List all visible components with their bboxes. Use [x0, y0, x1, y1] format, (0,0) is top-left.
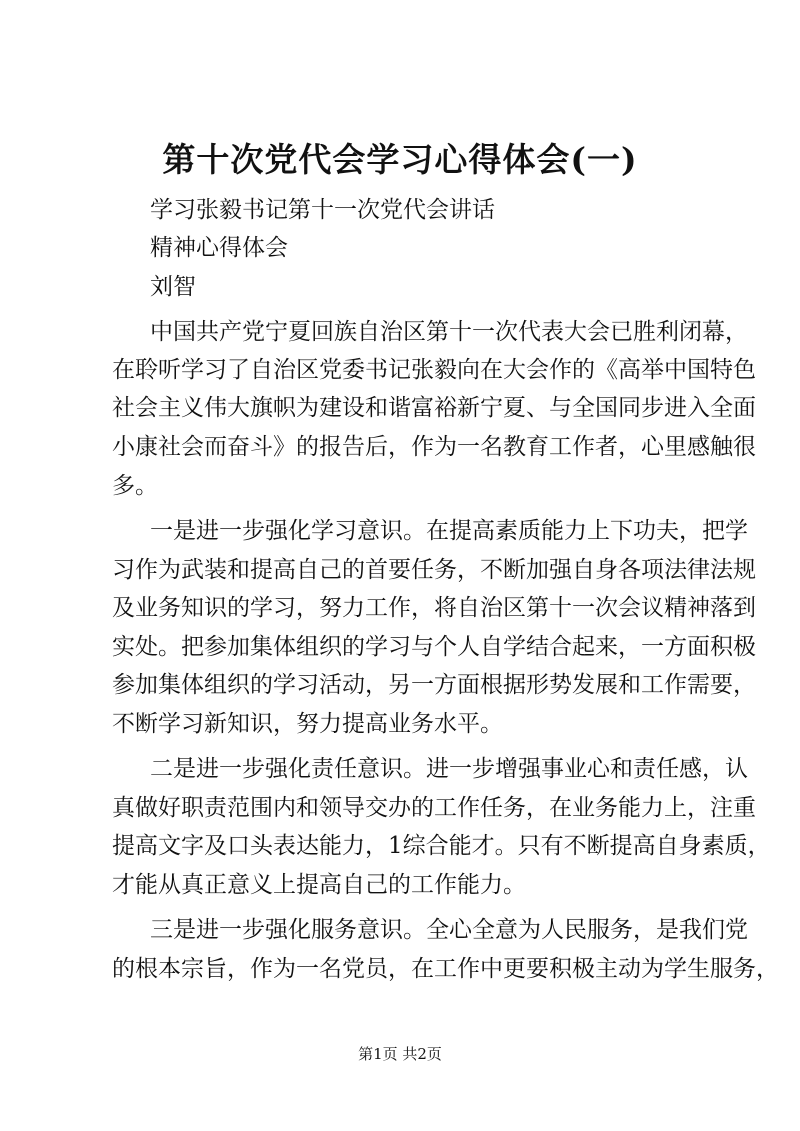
body-line: 小康社会而奋斗》的报告后，作为一名教育工作者，心里感触很 — [112, 434, 756, 460]
body-line: 三是进一步强化服务意识。全心全意为人民服务，是我们党 — [150, 917, 748, 943]
body-line: 在聆听学习了自治区党委书记张毅向在大会作的《高举中国特色 — [112, 357, 756, 383]
body-line: 习作为武装和提高自己的首要任务，不断加强自身各项法律法规 — [112, 557, 756, 583]
body-line: 多。 — [112, 473, 158, 499]
body-line: 提高文字及口头表达能力，1综合能才。只有不断提高自身素质， — [112, 833, 771, 859]
subtitle-line-1: 学习张毅书记第十一次党代会讲话 — [150, 197, 495, 223]
body-line: 参加集体组织的学习活动，另一方面根据形势发展和工作需要， — [112, 672, 756, 698]
body-line: 二是进一步强化责任意识。进一步增强事业心和责任感，认 — [150, 756, 748, 782]
document-title: 第十次党代会学习心得体会(一) — [162, 140, 638, 179]
body-line: 一是进一步强化学习意识。在提高素质能力上下功夫，把学 — [150, 518, 748, 544]
subtitle-line-2: 精神心得体会 — [150, 235, 288, 261]
body-line: 不断学习新知识，努力提高业务水平。 — [112, 711, 503, 737]
body-line: 实处。把参加集体组织的学习与个人自学结合起来，一方面积极 — [112, 634, 756, 660]
body-line: 及业务知识的学习，努力工作，将自治区第十一次会议精神落到 — [112, 595, 756, 621]
body-line: 才能从真正意义上提高自己的工作能力。 — [112, 872, 526, 898]
body-line: 中国共产党宁夏回族自治区第十一次代表大会已胜利闭幕， — [150, 319, 748, 345]
body-line: 社会主义伟大旗帜为建设和谐富裕新宁夏、与全国同步进入全面 — [112, 395, 756, 421]
body-line: 真做好职责范围内和领导交办的工作任务，在业务能力上，注重 — [112, 795, 756, 821]
page-footer: 第1页 共2页 — [358, 1045, 442, 1063]
body-line: 的根本宗旨，作为一名党员，在工作中更要积极主动为学生服务， — [112, 956, 779, 982]
author-name: 刘智 — [150, 274, 196, 300]
